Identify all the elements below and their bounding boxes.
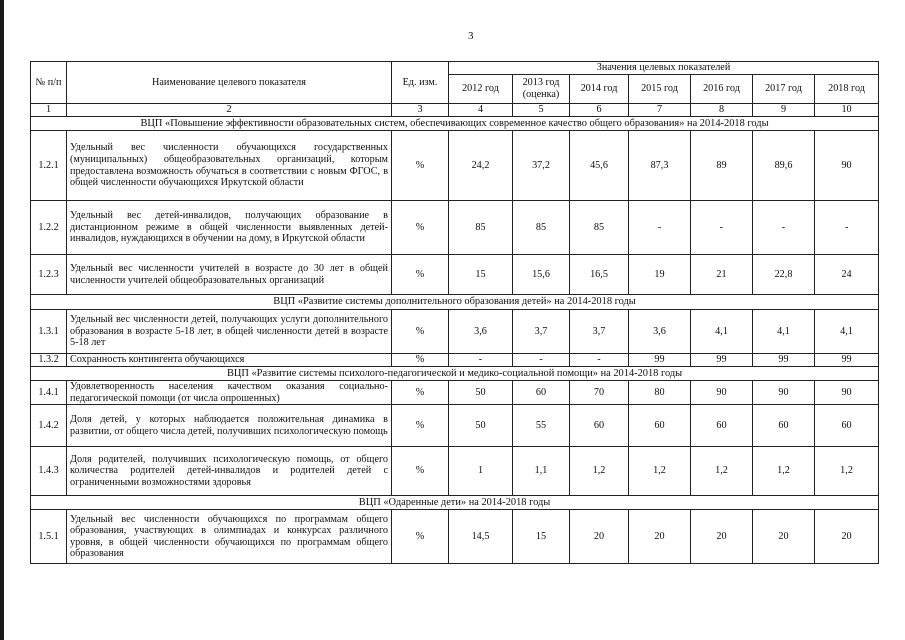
header-year: 2016 год [691,75,753,104]
unit-cell: % [392,201,449,255]
unit-cell: % [392,310,449,354]
unit-cell: % [392,405,449,447]
column-number: 2 [67,104,392,117]
value-cell: 90 [691,381,753,405]
value-cell: 16,5 [570,255,629,295]
value-cell: 20 [691,510,753,564]
value-cell: 90 [815,381,879,405]
value-cell: 24 [815,255,879,295]
table-row [31,381,879,405]
indicator-name: Удельный вес численности обучающихся по программам общего образования, участвующих в олимпиадах и конкурсах различного уровня, в общей численности обучающихся по программам общего образования [67,510,392,564]
indicator-name: Доля родителей, получивших психологическую помощь, от общего количества родителей детей-инвалидов и родителей детей с ограниченными возможностями здоровья [67,447,392,496]
section-row [31,496,879,510]
column-number: 6 [570,104,629,117]
indicator-name: Удовлетворенность населения качеством оказания социально-педагогической помощи (от числа опрошенных) [67,381,392,405]
value-cell: 15 [449,255,513,295]
value-cell: 99 [629,354,691,367]
value-cell: 80 [629,381,691,405]
value-cell: 50 [449,381,513,405]
unit-cell: % [392,255,449,295]
unit-cell: % [392,354,449,367]
value-cell: 14,5 [449,510,513,564]
value-cell: 1,2 [691,447,753,496]
value-cell: - [815,201,879,255]
row-number: 1.5.1 [31,510,67,564]
row-number: 1.3.1 [31,310,67,354]
value-cell: 60 [629,405,691,447]
indicator-name: Удельный вес детей-инвалидов, получающих образование в дистанционном режиме в общей численности выявленных детей-инвалидов, нуждающихся в обучении на дому, в Иркутской области [67,201,392,255]
value-cell: 3,6 [629,310,691,354]
table-row [31,131,879,201]
value-cell: 99 [753,354,815,367]
value-cell: 60 [753,405,815,447]
value-cell: 99 [815,354,879,367]
value-cell: 20 [815,510,879,564]
header-year: 2018 год [815,75,879,104]
value-cell: 3,7 [513,310,570,354]
table-row [31,201,879,255]
table-body [31,117,879,564]
value-cell: - [449,354,513,367]
header-year: 2013 год (оценка) [513,75,570,104]
row-number: 1.3.2 [31,354,67,367]
value-cell: 1,2 [753,447,815,496]
section-row [31,295,879,310]
value-cell: 60 [570,405,629,447]
value-cell: 1,2 [629,447,691,496]
value-cell: 3,6 [449,310,513,354]
column-number: 10 [815,104,879,117]
value-cell: 4,1 [753,310,815,354]
value-cell: 85 [513,201,570,255]
value-cell: - [513,354,570,367]
row-number: 1.4.3 [31,447,67,496]
indicator-name: Удельный вес численности учителей в возрасте до 30 лет в общей численности учителей общеобразовательных организаций [67,255,392,295]
section-row [31,367,879,381]
value-cell: 4,1 [815,310,879,354]
value-cell: 1,1 [513,447,570,496]
value-cell: 1 [449,447,513,496]
column-number: 8 [691,104,753,117]
table-row [31,447,879,496]
value-cell: 21 [691,255,753,295]
value-cell: 20 [629,510,691,564]
table-row [31,405,879,447]
row-number: 1.2.1 [31,131,67,201]
section-title: ВЦП «Повышение эффективности образовательных систем, обеспечивающих современное качество общего образования» на 2014-2018 годы [31,117,879,131]
indicator-name: Доля детей, у которых наблюдается положительная динамика в развитии, от общего числа детей, получивших психологическую помощь [67,405,392,447]
value-cell: 99 [691,354,753,367]
table-row [31,255,879,295]
header-num: № п/п [31,62,67,104]
value-cell: 87,3 [629,131,691,201]
scan-edge-bar [0,0,4,640]
column-number: 4 [449,104,513,117]
header-unit: Ед. изм. [392,62,449,104]
value-cell: 60 [513,381,570,405]
value-cell: 89 [691,131,753,201]
value-cell: 90 [815,131,879,201]
value-cell: 85 [449,201,513,255]
unit-cell: % [392,381,449,405]
value-cell: 1,2 [570,447,629,496]
value-cell: 20 [570,510,629,564]
value-cell: 89,6 [753,131,815,201]
value-cell: 24,2 [449,131,513,201]
section-title: ВЦП «Развитие системы дополнительного образования детей» на 2014-2018 годы [31,295,879,310]
value-cell: 55 [513,405,570,447]
header-year: 2017 год [753,75,815,104]
header-name: Наименование целевого показателя [67,62,392,104]
column-number: 1 [31,104,67,117]
table-row [31,510,879,564]
value-cell: - [753,201,815,255]
value-cell: 85 [570,201,629,255]
value-cell: 1,2 [815,447,879,496]
header-year: 2015 год [629,75,691,104]
value-cell: 45,6 [570,131,629,201]
value-cell: 20 [753,510,815,564]
page-number: 3 [468,30,474,42]
value-cell: 15,6 [513,255,570,295]
table-row [31,310,879,354]
section-title: ВЦП «Развитие системы психолого-педагогической и медико-социальной помощи» на 2014-2018 годы [31,367,879,381]
unit-cell: % [392,510,449,564]
column-number: 3 [392,104,449,117]
indicator-name: Сохранность контингента обучающихся [67,354,392,367]
row-number: 1.4.1 [31,381,67,405]
value-cell: - [629,201,691,255]
value-cell: 4,1 [691,310,753,354]
value-cell: 37,2 [513,131,570,201]
value-cell: 70 [570,381,629,405]
value-cell: 50 [449,405,513,447]
section-title: ВЦП «Одаренные дети» на 2014-2018 годы [31,496,879,510]
value-cell: 19 [629,255,691,295]
header-year: 2012 год [449,75,513,104]
indicators-table [30,61,879,564]
unit-cell: % [392,131,449,201]
column-number: 7 [629,104,691,117]
row-number: 1.2.3 [31,255,67,295]
value-cell: 15 [513,510,570,564]
header-values-group: Значения целевых показателей [449,62,879,75]
unit-cell: % [392,447,449,496]
value-cell: 90 [753,381,815,405]
value-cell: 22,8 [753,255,815,295]
value-cell: 60 [691,405,753,447]
table-row [31,354,879,367]
indicator-name: Удельный вес численности обучающихся государственных (муниципальных) общеобразовательных организаций, которым предоставлена возможность обучаться в соответствии с новым ФГОС, в общей численности обучающихся Иркутской области [67,131,392,201]
header-year: 2014 год [570,75,629,104]
row-number: 1.2.2 [31,201,67,255]
indicator-name: Удельный вес численности детей, получающих услуги дополнительного образования в возрасте 5-18 лет, в общей численности детей в возрасте 5-18 лет [67,310,392,354]
value-cell: 60 [815,405,879,447]
row-number: 1.4.2 [31,405,67,447]
section-row [31,117,879,131]
value-cell: 3,7 [570,310,629,354]
column-number: 5 [513,104,570,117]
column-number: 9 [753,104,815,117]
value-cell: - [691,201,753,255]
value-cell: - [570,354,629,367]
